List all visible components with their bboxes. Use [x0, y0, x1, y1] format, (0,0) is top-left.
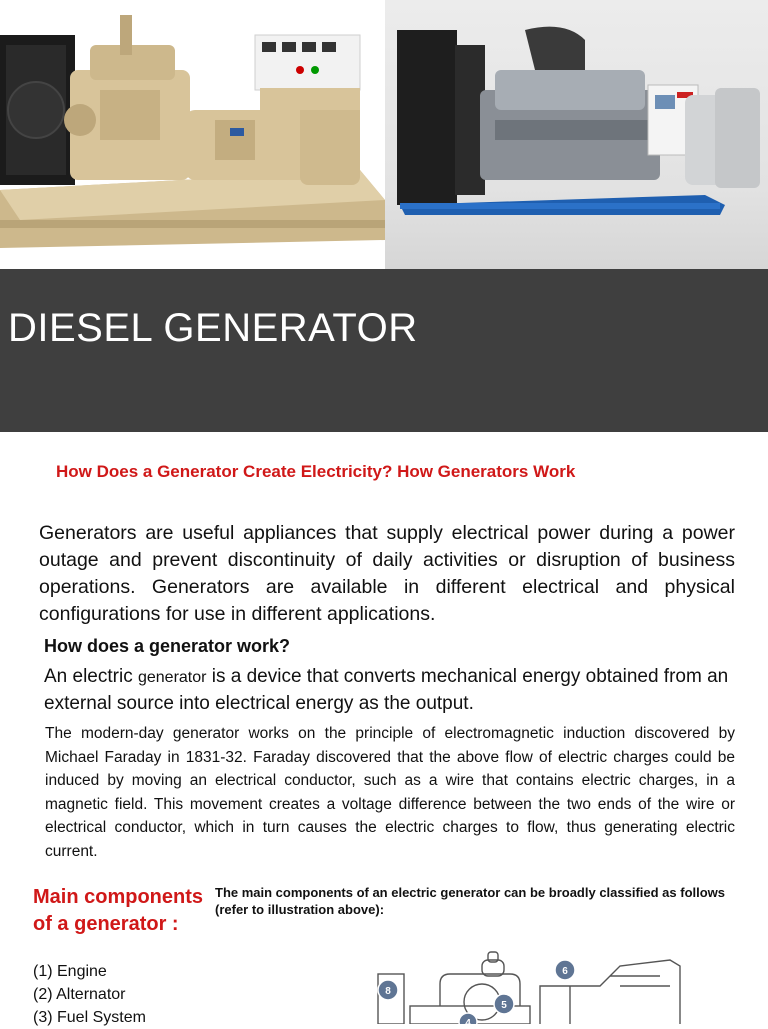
beige-generator-photo: [0, 0, 385, 269]
how-it-works-heading: How does a generator work?: [44, 636, 291, 656]
callout-6: 6: [562, 966, 568, 977]
blue-skid-generator-photo: [385, 0, 768, 269]
list-item: (3) Fuel System: [33, 1009, 146, 1026]
components-list: [33, 960, 146, 1029]
hero-photos: [0, 0, 768, 269]
components-heading: Main components of a generator :: [33, 886, 204, 935]
intro-paragraph: Generators are useful appliances that supply electrical power during a power outage and prevent discontinuity of daily activities or disruption of business operations. Generators are available in different electrical and physical configurations for use in different applications.: [39, 522, 735, 625]
page-title: DIESEL GENERATOR: [8, 306, 418, 350]
components-note: The main components of an electric generator can be broadly classified as follows (refer to illustration above):: [215, 885, 726, 917]
definition-paragraph: [44, 664, 744, 717]
principle-paragraph: The modern-day generator works on the principle of electromagnetic induction discovered by Michael Faraday in 1831-32. Faraday discovered that the above flow of electric charges could be induced by moving an electrical conductor, such as a wire that contains electric charges, in a magnetic field. This movement creates a voltage difference between the two ends of the wire or electrical conductor, which in turn causes the electric charges to flow, thus generating electric current.: [45, 725, 735, 860]
list-item: (1) Engine: [33, 963, 107, 980]
definition-rest: is a device that converts mechanical energy obtained from an external source into electrical energy as the output.: [44, 666, 729, 714]
callout-5: 5: [501, 1000, 507, 1011]
definition-prefix: An electric: [44, 666, 138, 687]
callout-4: 4: [465, 1018, 471, 1024]
list-item: (2) Alternator: [33, 986, 126, 1003]
callout-8: 8: [385, 986, 391, 997]
generator-diagram: [370, 946, 690, 1024]
article-subtitle: How Does a Generator Create Electricity? How Generators Work: [56, 462, 576, 481]
definition-term: generator: [137, 669, 207, 686]
